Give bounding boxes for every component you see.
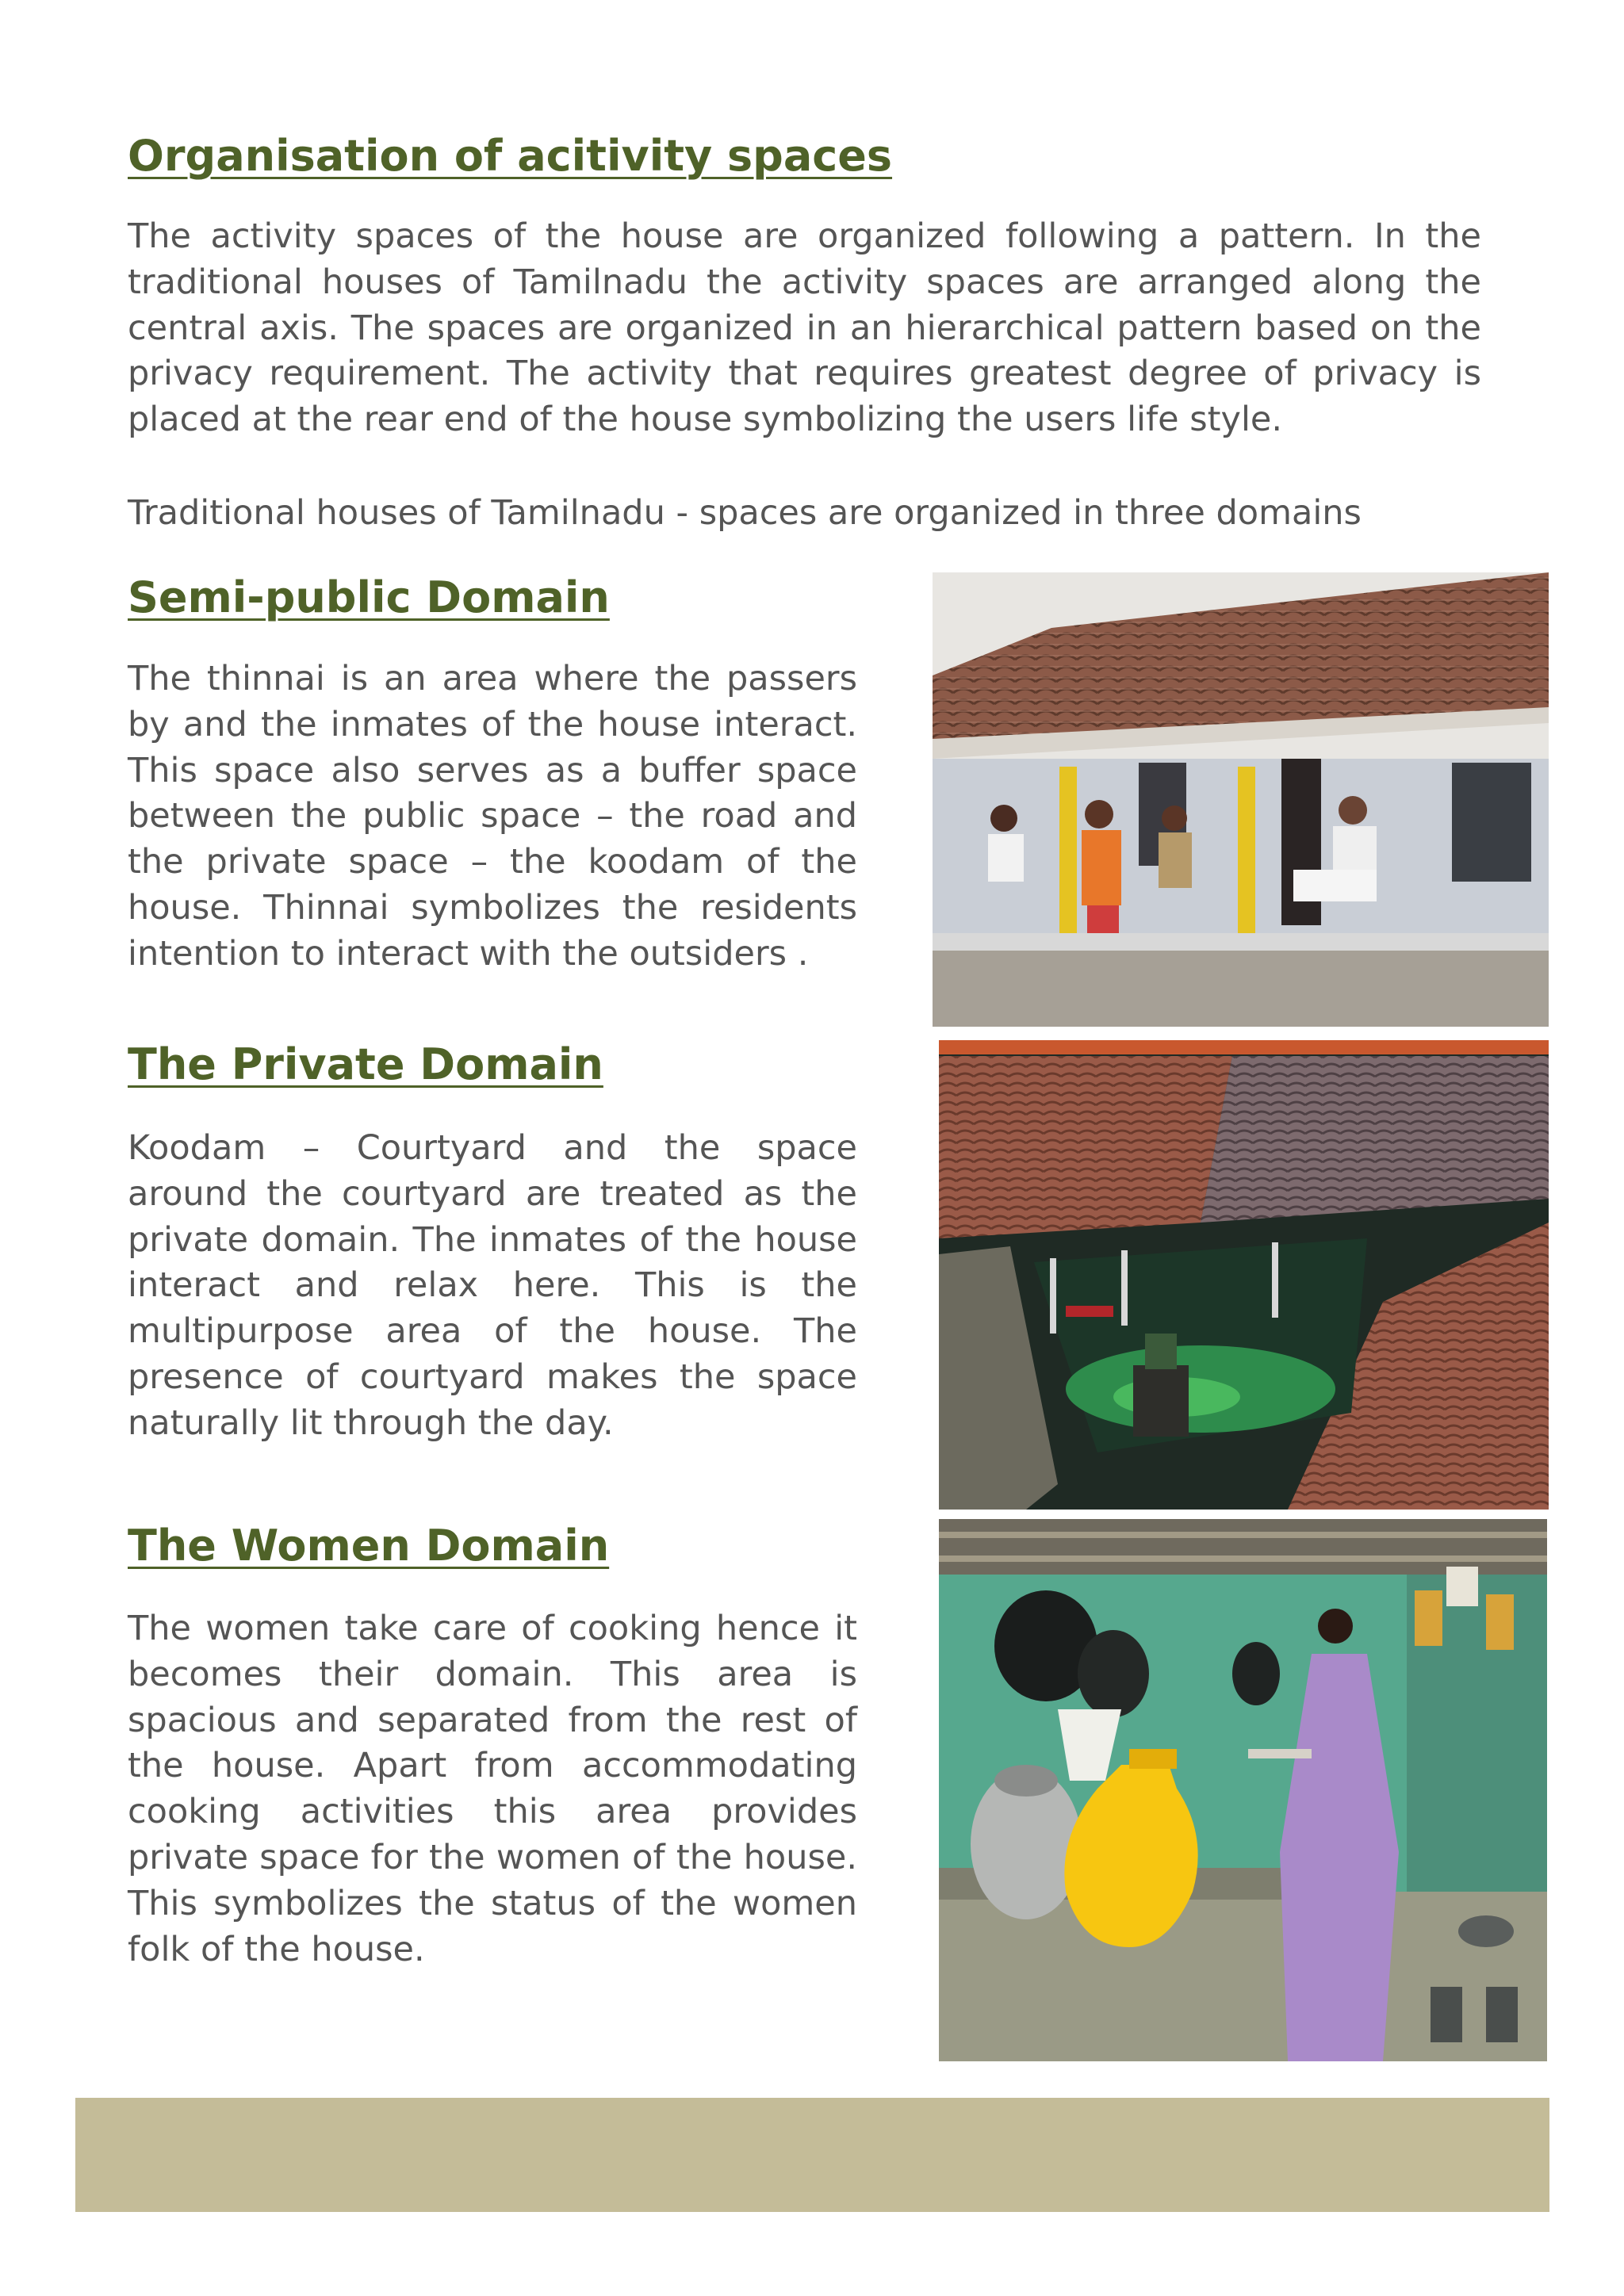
section-heading-semi-public: Semi-public Domain <box>128 572 610 622</box>
women-paragraph: The women take care of cooking hence it becomes their domain. This area is spacious and separated from the rest of the house. Apart from accommodating cooking activities this area provides private space for the women of the house. This symbolizes the status of the women folk of the house. <box>128 1609 857 1969</box>
section-heading-women: The Women Domain <box>128 1521 610 1571</box>
thinnai-photo <box>933 572 1549 1027</box>
semi-public-paragraph: The thinnai is an area where the passers by and the inmates of the house interact. This space also serves as a buffer space between the public space – the road and the private space – the koodam of the house. Thinnai symbolizes the residents intention to interact with the outsiders . <box>128 659 857 974</box>
intro-paragraph: The activity spaces of the house are organized following a pattern. In the traditional houses of Tamilnadu the activity spaces are arranged along the central axis. The spaces are organized in an hierarchical pattern based on the privacy requirement. The activity that requires greatest degree of privacy is placed at the rear end of the house symbolizing the users life style. <box>128 216 1481 440</box>
private-paragraph: Koodam – Courtyard and the space around the courtyard are treated as the private domain. The inmates of the house interact and relax here. This is the multipurpose area of the house. The presence of courtyard makes the space naturally lit through the day. <box>128 1128 857 1443</box>
courtyard-photo <box>939 1040 1549 1510</box>
section-heading-private: The Private Domain <box>128 1039 603 1089</box>
footer-band <box>75 2098 1549 2212</box>
domains-summary: Traditional houses of Tamilnadu - spaces are organized in three domains <box>128 493 1362 533</box>
section-heading-activity-spaces: Organisation of acitivity spaces <box>128 131 893 181</box>
kitchen-photo <box>939 1519 1547 2061</box>
